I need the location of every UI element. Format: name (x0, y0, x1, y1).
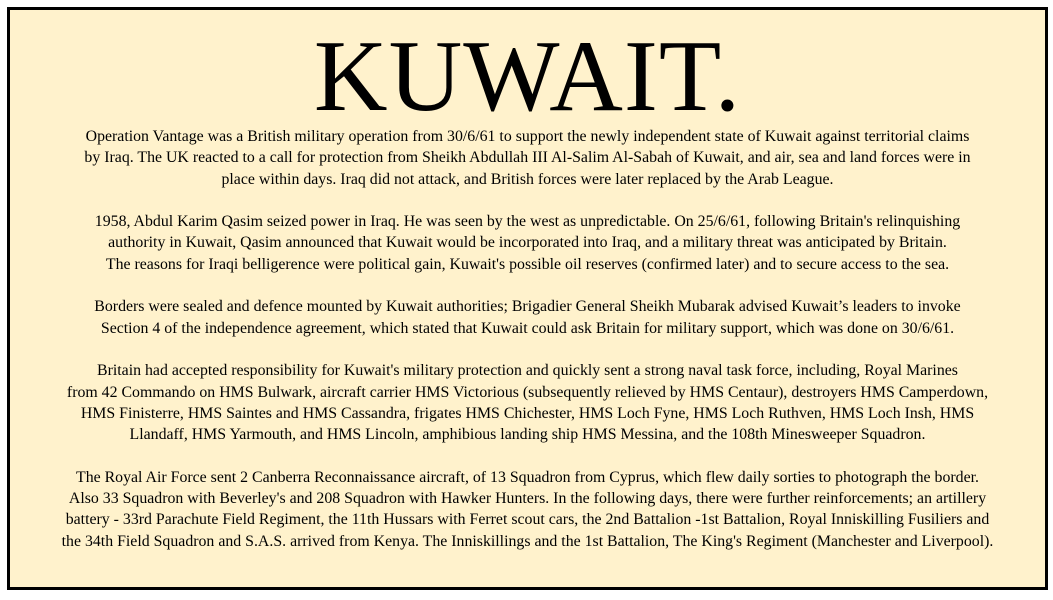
text-line: The Royal Air Force sent 2 Canberra Reconnaissance aircraft, of 13 Squadron from Cyprus, which flew daily sorties to photograph the border. (76, 468, 979, 486)
text-line: Section 4 of the independence agreement, which stated that Kuwait could ask Britain for military support, which was done on 30/6/61. (100, 319, 955, 337)
text-line: battery - 33rd Parachute Field Regiment, the 11th Hussars with Ferret scout cars, the 2nd Battalion -1st Battalion, Royal Inniskilling Fusiliers and (65, 511, 990, 529)
paragraph-naval-task-force (10, 360, 1045, 445)
paragraph-royal-air-force (10, 467, 1045, 552)
text-line: the 34th Field Squadron and S.A.S. arrived from Kenya. The Inniskillings and the 1st Battalion, The King's Regiment (Manchester and Liverpool). (61, 532, 994, 550)
text-line: Llandaff, HMS Yarmouth, and HMS Lincoln, amphibious landing ship HMS Messina, and the 108th Minesweeper Squadron. (129, 426, 926, 444)
text-line: from 42 Commando on HMS Bulwark, aircraft carrier HMS Victorious (subsequently relieved by HMS Centaur), destroyers HMS Camperdown, (66, 383, 989, 401)
document-body (10, 126, 1045, 573)
paragraph-qasim (10, 211, 1045, 275)
text-line: The reasons for Iraqi belligerence were political gain, Kuwait's possible oil reserves (confirmed later) and to secure access to the sea. (105, 255, 950, 273)
text-line: by Iraq. The UK reacted to a call for protection from Sheikh Abdullah III Al-Salim Al-Sabah of Kuwait, and air, sea and land forces were in (84, 149, 971, 167)
paragraph-operation-vantage (10, 126, 1045, 190)
text-line: 1958, Abdul Karim Qasim seized power in Iraq. He was seen by the west as unpredictable. On 25/6/61, following Britain's relinquishing (94, 213, 961, 231)
text-line: Britain had accepted responsibility for Kuwait's military protection and quickly sent a strong naval task force, including, Royal Marines (97, 362, 958, 380)
paragraph-borders (10, 296, 1045, 339)
document-panel (7, 7, 1048, 590)
text-line: HMS Finisterre, HMS Saintes and HMS Cassandra, frigates HMS Chichester, HMS Loch Fyne, HMS Loch Ruthven, HMS Loch Insh, HMS (80, 404, 975, 422)
text-line: Also 33 Squadron with Beverley's and 208 Squadron with Hawker Hunters. In the following days, there were further reinforcements; an artillery (68, 490, 987, 508)
page-title: KUWAIT. (313, 20, 742, 133)
text-line: Operation Vantage was a British military operation from 30/6/61 to support the newly independent state of Kuwait against territorial claims (85, 128, 970, 145)
text-line: Borders were sealed and defence mounted by Kuwait authorities; Brigadier General Sheikh Mubarak advised Kuwait’s leaders to invoke (94, 298, 961, 316)
text-line: authority in Kuwait, Qasim announced that Kuwait would be incorporated into Iraq, and a military threat was anticipated by Britain. (108, 234, 947, 252)
text-line: place within days. Iraq did not attack, and British forces were later replaced by the Arab League. (221, 170, 834, 188)
